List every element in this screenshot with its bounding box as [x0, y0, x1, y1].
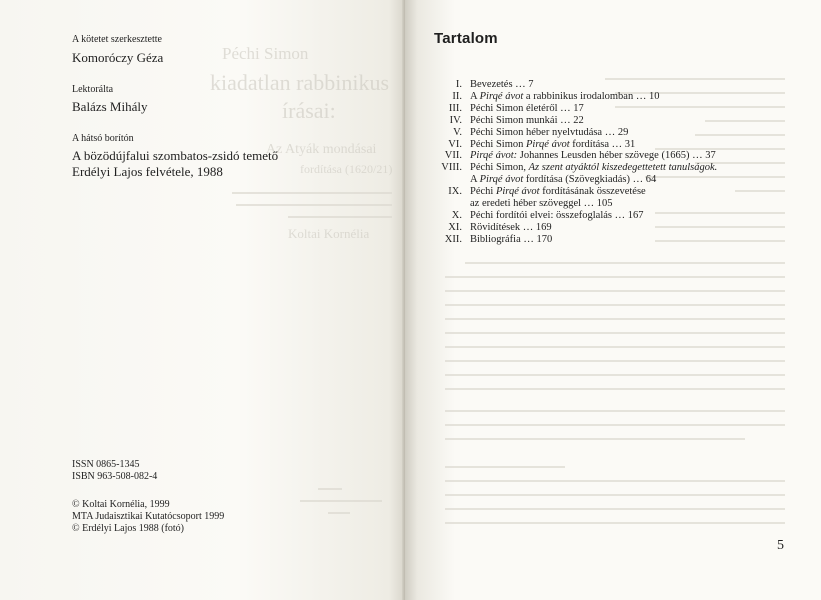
toc-entry-text: [462, 127, 628, 139]
toc-entry-text-part: Az szent atyáktól kiszedegettetett tanulságok.: [528, 162, 718, 174]
show-through-line: [445, 508, 785, 510]
toc-entry-number: [436, 174, 462, 186]
toc-entry-text-part: Péchi Simon héber nyelvtudása … 29: [470, 126, 629, 138]
show-through-line: [445, 318, 785, 320]
show-through-line: [288, 216, 392, 218]
show-through-line: [232, 192, 392, 194]
toc-entry: [436, 210, 796, 222]
show-through-text: kiadatlan rabbinikus: [210, 70, 390, 95]
toc-entry-number: XI.: [448, 221, 462, 233]
cover-caption-line2: Erdélyi Lajos felvétele, 1988: [72, 164, 223, 179]
table-of-contents: [436, 79, 796, 246]
show-through-line: [445, 522, 785, 524]
toc-entry-text-part: Pirqé ávot: [479, 174, 524, 186]
isbn: ISBN 963-508-082-4: [72, 471, 158, 482]
toc-entry-text-part: Pirqé ávot: [479, 90, 524, 102]
toc-entry-text-part: A: [470, 174, 480, 186]
toc-entry-text: [462, 103, 584, 115]
show-through-line: [445, 276, 785, 278]
toc-entry-number: XII.: [444, 233, 462, 245]
show-through-line: [445, 304, 785, 306]
cover-label: A hátsó borítón: [72, 133, 134, 144]
copyright-publisher: MTA Judaisztikai Kutatócsoport 1999: [72, 511, 225, 522]
show-through-line: [445, 494, 785, 496]
toc-entry: [436, 150, 796, 162]
show-through-line: [445, 332, 785, 334]
show-through-line: [445, 410, 785, 412]
toc-entry: [436, 234, 796, 246]
show-through-line: [445, 360, 785, 362]
show-through-line: [445, 466, 565, 468]
show-through-line: [318, 488, 342, 490]
toc-entry-text-part: Johannes Leusden héber szövege (1665) … 37: [517, 150, 716, 162]
toc-entry-text-part: a rabbinikus irodalomban … 10: [523, 90, 660, 102]
show-through-line: [445, 388, 785, 390]
toc-entry: [436, 186, 796, 198]
toc-entry-text-part: A: [470, 90, 480, 102]
page-number: 5: [777, 538, 784, 553]
toc-entry-number: VIII.: [441, 162, 462, 174]
show-through-text: Péchi Simon: [222, 44, 309, 63]
toc-entry-number: IV.: [449, 114, 462, 126]
toc-entry-text: [462, 198, 613, 210]
reviewer-name: Balázs Mihály: [72, 99, 148, 114]
show-through-line: [328, 512, 350, 514]
toc-entry-text-part: Rövidítések … 169: [470, 221, 552, 233]
toc-entry-text-part: Pirqé ávot: [495, 186, 540, 198]
toc-entry-text: [462, 186, 646, 198]
toc-entry-text-part: Pirqé ávot:: [470, 150, 518, 162]
toc-entry-text: [462, 115, 584, 127]
show-through-line: [445, 346, 785, 348]
show-through-text: Az Atyák mondásai: [266, 142, 377, 157]
toc-entry-text: [462, 79, 534, 91]
toc-entry-text-part: Pirqé ávot: [526, 138, 570, 150]
toc-entry-text: [462, 234, 552, 246]
toc-entry: [436, 103, 796, 115]
toc-entry-text: [462, 174, 656, 186]
toc-entry-text-part: Péchi Simon: [470, 138, 527, 150]
toc-entry-number: X.: [451, 209, 462, 221]
show-through-line: [445, 480, 785, 482]
show-through-text: Koltai Kornélia: [288, 226, 370, 241]
copyright-author: © Koltai Kornélia, 1999: [72, 499, 170, 510]
toc-entry-text-part: Péchi Simon életéről … 17: [470, 102, 584, 114]
toc-entry: [436, 79, 796, 91]
show-through-text: írásai:: [282, 98, 336, 123]
issn: ISSN 0865-1345: [72, 459, 140, 470]
toc-entry-number: VI.: [448, 138, 462, 150]
toc-entry-text-part: az eredeti héber szöveggel … 105: [470, 198, 613, 210]
toc-entry: [436, 127, 796, 139]
toc-entry-text-part: Bibliográfia … 170: [470, 233, 553, 245]
toc-entry: [436, 162, 796, 174]
toc-entry-number: V.: [453, 126, 462, 138]
toc-title: Tartalom: [434, 30, 498, 47]
show-through-line: [445, 374, 785, 376]
copyright-photo: © Erdélyi Lajos 1988 (fotó): [72, 523, 185, 534]
toc-entry-text: [462, 222, 552, 234]
cover-caption-line1: A bözödújfalui szombatos-zsidó temető: [72, 148, 279, 163]
show-through-line: [445, 424, 785, 426]
toc-entry-text-part: Bevezetés … 7: [470, 79, 534, 90]
toc-entry-number: [436, 198, 462, 210]
toc-entry-number: VII.: [444, 150, 462, 162]
toc-entry-number: III.: [448, 102, 462, 114]
toc-entry-text-part: fordításának összevetése: [539, 186, 646, 198]
left-page: [0, 0, 405, 600]
toc-entry: [436, 174, 796, 186]
show-through-line: [445, 290, 785, 292]
toc-entry-number: II.: [452, 90, 462, 102]
show-through-line: [445, 438, 745, 440]
toc-entry: [436, 222, 796, 234]
toc-entry-text: [462, 150, 716, 162]
show-through-line: [236, 204, 392, 206]
toc-entry-text-part: fordítása (Szövegkiadás) … 64: [523, 174, 657, 186]
toc-entry-text-part: Péchi: [470, 186, 496, 198]
editor-label: A kötetet szerkesztette: [72, 34, 162, 45]
editor-name: Komoróczy Géza: [72, 50, 164, 65]
toc-entry-number: I.: [455, 79, 462, 90]
toc-entry: [436, 139, 796, 151]
show-through-line: [465, 262, 785, 264]
toc-entry-text-part: Péchi Simon,: [470, 162, 529, 174]
reviewer-label: Lektorálta: [72, 84, 114, 95]
toc-entry-text-part: fordítása … 31: [569, 138, 636, 150]
toc-entry-text-part: Péchi fordítói elvei: összefoglalás … 167: [470, 209, 644, 221]
toc-entry: [436, 198, 796, 210]
toc-entry-text-part: Péchi Simon munkái … 22: [470, 114, 584, 126]
show-through-line: [300, 500, 382, 502]
show-through-text: fordítása (1620/21): [300, 162, 393, 176]
toc-entry-text: [462, 210, 644, 222]
toc-entry-text: [462, 91, 659, 103]
toc-entry-text: [462, 162, 717, 174]
toc-entry: [436, 91, 796, 103]
toc-entry-text: [462, 139, 635, 151]
toc-entry: [436, 115, 796, 127]
toc-entry-number: IX.: [448, 186, 462, 198]
